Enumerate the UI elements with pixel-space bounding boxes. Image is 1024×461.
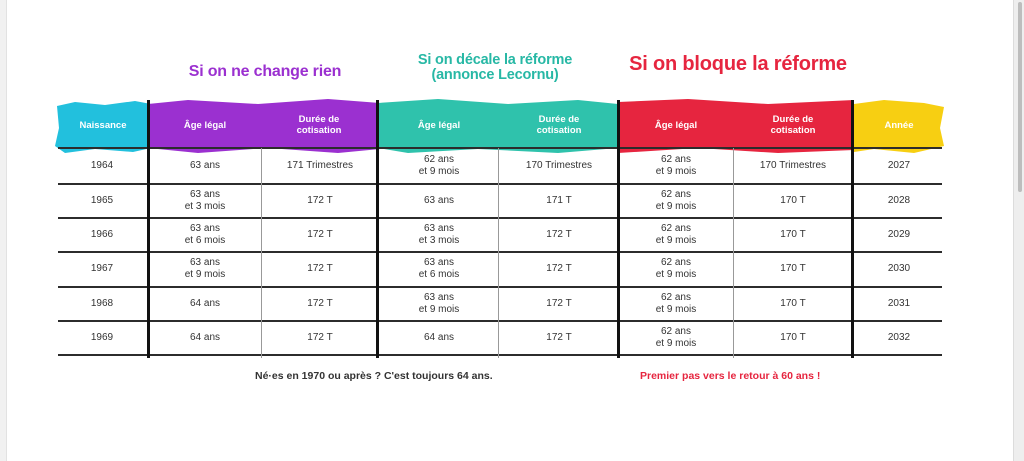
cell-annee: 2031	[887, 297, 911, 309]
cell-duree-3: 170 T	[780, 297, 806, 309]
cell-duree-1: 172 T	[307, 228, 333, 240]
group-divider	[851, 100, 854, 358]
column-divider	[261, 148, 262, 358]
cell-age-legal-1: 63 ans et 6 mois	[184, 222, 226, 246]
cell-duree-1: 171 Trimestres	[286, 160, 354, 171]
cell-age-legal-3: 62 ans et 9 mois	[655, 291, 697, 315]
cell-duree-2: 172 T	[546, 228, 572, 240]
cell-age-legal-2: 63 ans et 9 mois	[418, 291, 460, 315]
cell-annee: 2029	[887, 228, 911, 240]
cell-annee: 2028	[887, 194, 911, 206]
header-duree-2: Durée de cotisation	[536, 114, 582, 136]
cell-duree-1: 172 T	[307, 331, 333, 343]
cell-duree-3: 170 Trimestres	[759, 160, 827, 171]
cell-age-legal-3: 62 ans et 9 mois	[655, 154, 697, 177]
cell-duree-1: 172 T	[307, 297, 333, 309]
cell-duree-2: 170 Trimestres	[525, 160, 593, 171]
cell-duree-1: 172 T	[307, 263, 333, 274]
cell-annee: 2030	[887, 263, 911, 274]
window-left-edge	[0, 0, 7, 461]
footnote-left: Né·es en 1970 ou après ? C'est toujours 64 ans.	[255, 370, 493, 382]
cell-naissance: 1966	[90, 228, 114, 240]
cell-duree-3: 170 T	[780, 228, 806, 240]
header-duree-3: Durée de cotisation	[770, 114, 816, 136]
cell-duree-2: 172 T	[546, 297, 572, 309]
cell-naissance: 1964	[90, 160, 114, 171]
cell-age-legal-1: 63 ans et 9 mois	[184, 257, 226, 280]
cell-age-legal-3: 62 ans et 9 mois	[655, 188, 697, 212]
cell-naissance: 1969	[90, 331, 114, 343]
cell-duree-2: 171 T	[546, 194, 572, 206]
scrollbar[interactable]	[1013, 0, 1024, 461]
cell-duree-2: 172 T	[546, 331, 572, 343]
header-age-legal-3: Âge légal	[654, 119, 698, 131]
cell-age-legal-1: 63 ans	[189, 160, 221, 171]
header-duree-1: Durée de cotisation	[296, 114, 342, 136]
title-shift: Si on décale la réforme (annonce Lecornu)	[417, 52, 573, 84]
cell-duree-3: 170 T	[780, 263, 806, 274]
footnote-right: Premier pas vers le retour à 60 ans !	[640, 370, 821, 382]
cell-age-legal-1: 63 ans et 3 mois	[184, 188, 226, 212]
header-naissance: Naissance	[79, 119, 127, 131]
cell-age-legal-2: 63 ans et 3 mois	[418, 222, 460, 246]
cell-age-legal-1: 64 ans	[189, 331, 221, 343]
cell-age-legal-3: 62 ans et 9 mois	[655, 257, 697, 280]
cell-duree-3: 170 T	[780, 331, 806, 343]
cell-age-legal-3: 62 ans et 9 mois	[655, 325, 697, 349]
header-age-legal-2: Âge légal	[417, 119, 461, 131]
cell-age-legal-2: 62 ans et 9 mois	[418, 154, 460, 177]
row-divider	[58, 354, 942, 356]
cell-duree-1: 172 T	[307, 194, 333, 206]
column-divider	[498, 148, 499, 358]
header-age-legal-1: Âge légal	[183, 119, 227, 131]
cell-age-legal-2: 63 ans	[423, 194, 455, 206]
title-block: Si on bloque la réforme	[629, 53, 847, 75]
cell-age-legal-2: 63 ans et 6 mois	[418, 257, 460, 280]
cell-age-legal-3: 62 ans et 9 mois	[655, 222, 697, 246]
header-annee: Année	[884, 119, 914, 131]
title-no-change: Si on ne change rien	[188, 63, 342, 80]
cell-age-legal-1: 64 ans	[189, 297, 221, 309]
cell-duree-2: 172 T	[546, 263, 572, 274]
cell-duree-3: 170 T	[780, 194, 806, 206]
cell-naissance: 1965	[90, 194, 114, 206]
scrollbar-thumb[interactable]	[1018, 2, 1022, 192]
cell-annee: 2027	[887, 160, 911, 171]
cell-naissance: 1968	[90, 297, 114, 309]
column-divider	[733, 148, 734, 358]
cell-age-legal-2: 64 ans	[423, 331, 455, 343]
cell-annee: 2032	[887, 331, 911, 343]
cell-naissance: 1967	[90, 263, 114, 274]
